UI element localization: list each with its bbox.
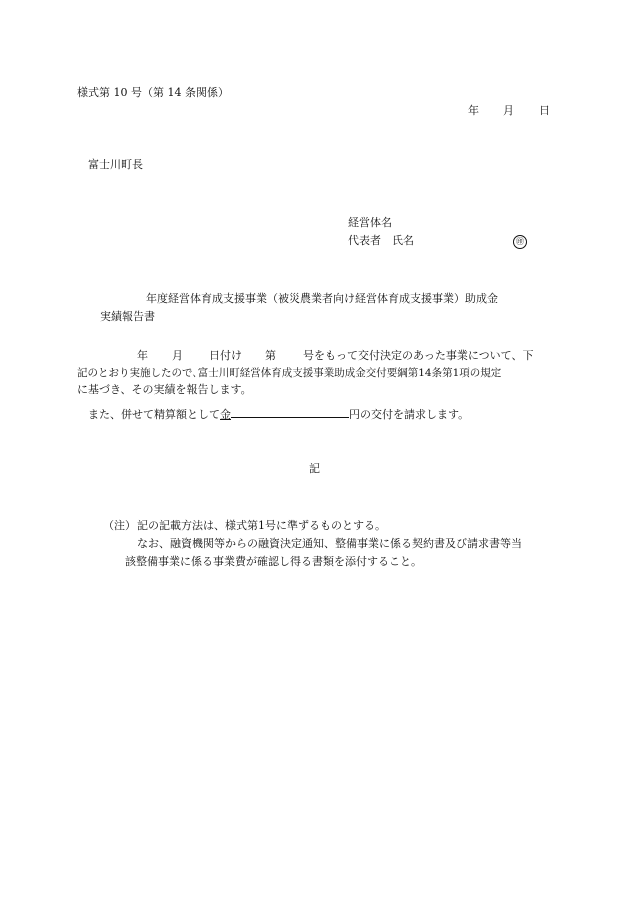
note-label: （注） [103,519,136,532]
document-title-line2: 実績報告書 [100,310,155,323]
ki-heading: 記 [309,462,320,475]
body-number-prefix: 第 [265,349,276,362]
body-month-label: 月 [172,349,183,362]
note-line2: なお、融資機関等からの融資決定通知、整備事業に係る契約書及び請求書等当 [137,537,522,550]
body-date-suffix: 日付け [209,349,242,362]
document-title-line1: 年度経営体育成支援事業（被災農業者向け経営体育成支援事業）助成金 [146,292,498,305]
recipient-name: 富士川町長 [88,158,143,171]
body-line2: 記のとおり実施したので､富士川町経営体育成支援事業助成金交付要綱第14条第1項の規定 [77,367,502,379]
note-line1: 記の記載方法は、様式第1号に準ずるものとする。 [137,519,386,532]
date-day-label: 日 [539,104,550,117]
body-paragraph-2 [88,405,469,422]
amount-blank-field [231,405,349,418]
form-number-label: 様式第 10 号（第 14 条関係） [77,86,229,99]
entity-name-label: 経営体名 [348,216,392,229]
seal-text: ㊞ [513,235,527,249]
settlement-prefix: また、併せて精算額として [88,408,220,421]
representative-name-label: 代表者 氏名 [348,234,414,247]
body-line1-rest: 号をもって交付決定のあった事業について、下 [303,349,534,362]
body-year-label: 年 [137,349,148,362]
note-line3: 該整備事業に係る事業費が確認し得る書類を添付すること。 [125,555,422,568]
seal-mark [513,234,527,249]
date-month-label: 月 [503,104,514,117]
settlement-suffix: 円の交付を請求します。 [349,408,470,421]
body-line3: に基づき、その実績を報告します。 [77,383,252,396]
date-year-label: 年 [468,104,479,117]
amount-label: 金 [220,408,231,421]
